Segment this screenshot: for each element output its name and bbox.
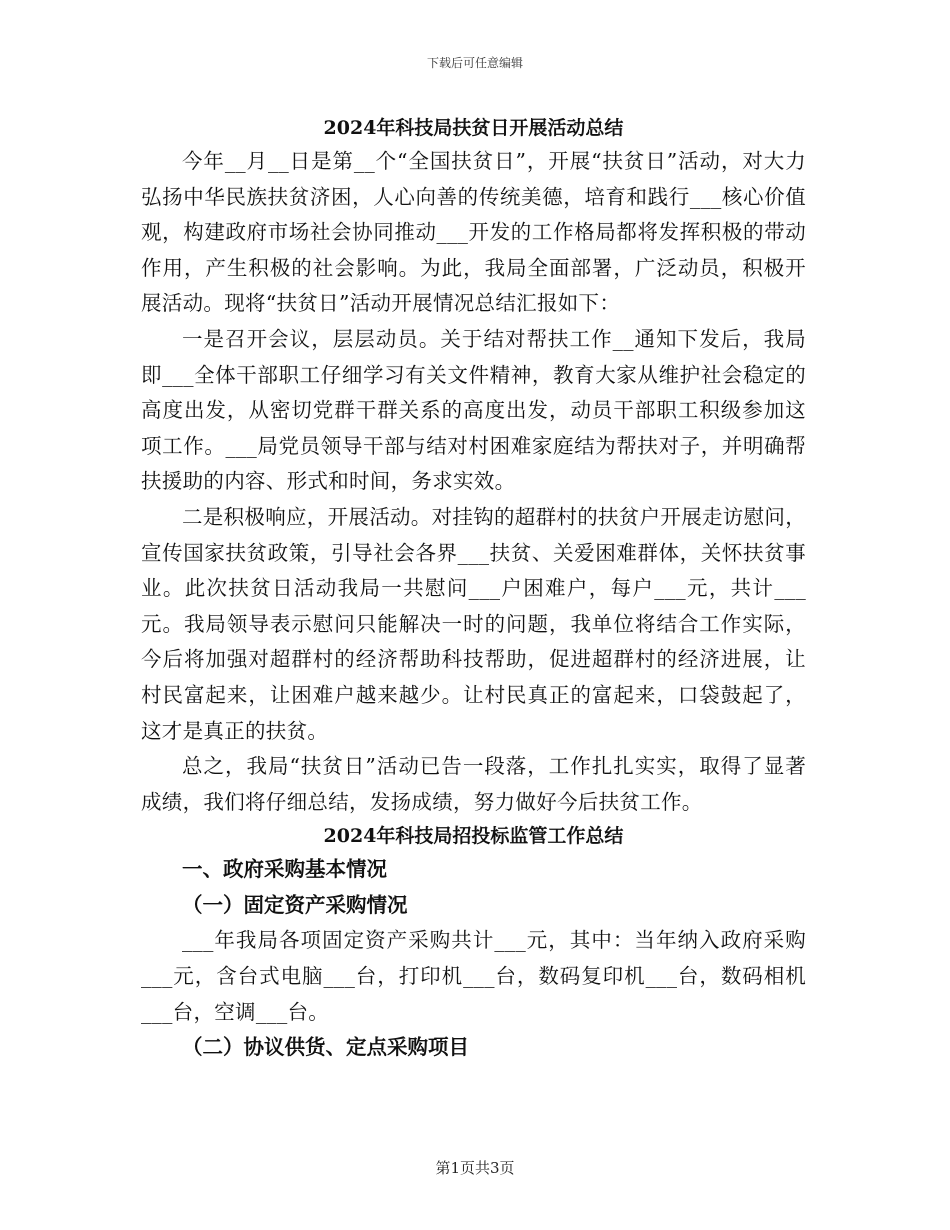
document-title-1: 2024年科技局扶贫日开展活动总结 <box>323 117 624 139</box>
document-body <box>141 112 806 1066</box>
paragraph-summary: 总之，我局“扶贫日”活动已告一段落，工作扎扎实实，取得了显著成绩，我们将仔细总结，发扬成绩，努力做好今后扶贫工作。 <box>141 754 806 814</box>
paragraph-intro: 今年__月__日是第__个“全国扶贫日”，开展“扶贫日”活动，对大力弘扬中华民族扶贫济困，人心向善的传统美德，培育和践行___核心价值观，构建政府市场社会协同推动___开发的工作格局都将发挥积极的带动作用，产生积极的社会影响。为此，我局全面部署，广泛动员，积极开展活动。现将“扶贫日”活动开展情况总结汇报如下： <box>141 149 806 316</box>
paragraph-activities: 二是积极响应，开展活动。对挂钩的超群村的扶贫户开展走访慰问，宣传国家扶贫政策，引导社会各界___扶贫、关爱困难群体，关怀扶贫事业。此次扶贫日活动我局一共慰问___户困难户，每户___元，共计___元。我局领导表示慰问只能解决一时的问题，我单位将结合工作实际，今后将加强对超群村的经济帮助科技帮助，促进超群村的经济进展，让村民富起来，让困难户越来越少。让村民真正的富起来，口袋鼓起了，这才是真正的扶贫。 <box>141 504 806 743</box>
paragraph-meeting: 一是召开会议，层层动员。关于结对帮扶工作__通知下发后，我局即___全体干部职工仔细学习有关文件精神，教育大家从维护社会稳定的高度出发，从密切党群干群关系的高度出发，动员干部职工积级参加这项工作。___局党员领导干部与结对村困难家庭结为帮扶对子，并明确帮扶援助的内容、形式和时间，务求实效。 <box>141 326 806 494</box>
header-note: 下载后可任意编辑 <box>426 56 523 70</box>
paragraph-fixed-assets: ___年我局各项固定资产采购共计___元，其中：当年纳入政府采购___元，含台式电脑___台，打印机___台，数码复印机___台，数码相机___台，空调___台。 <box>141 928 806 1024</box>
section-heading-procurement: 一、政府采购基本情况 <box>182 857 387 882</box>
page-number: 第1页共3页 <box>435 1159 515 1177</box>
subsection-heading-agreement-supply: （二）协议供货、定点采购项目 <box>182 1035 469 1060</box>
document-title-2: 2024年科技局招投标监管工作总结 <box>323 825 624 848</box>
subsection-heading-fixed-assets: （一）固定资产采购情况 <box>182 892 408 917</box>
